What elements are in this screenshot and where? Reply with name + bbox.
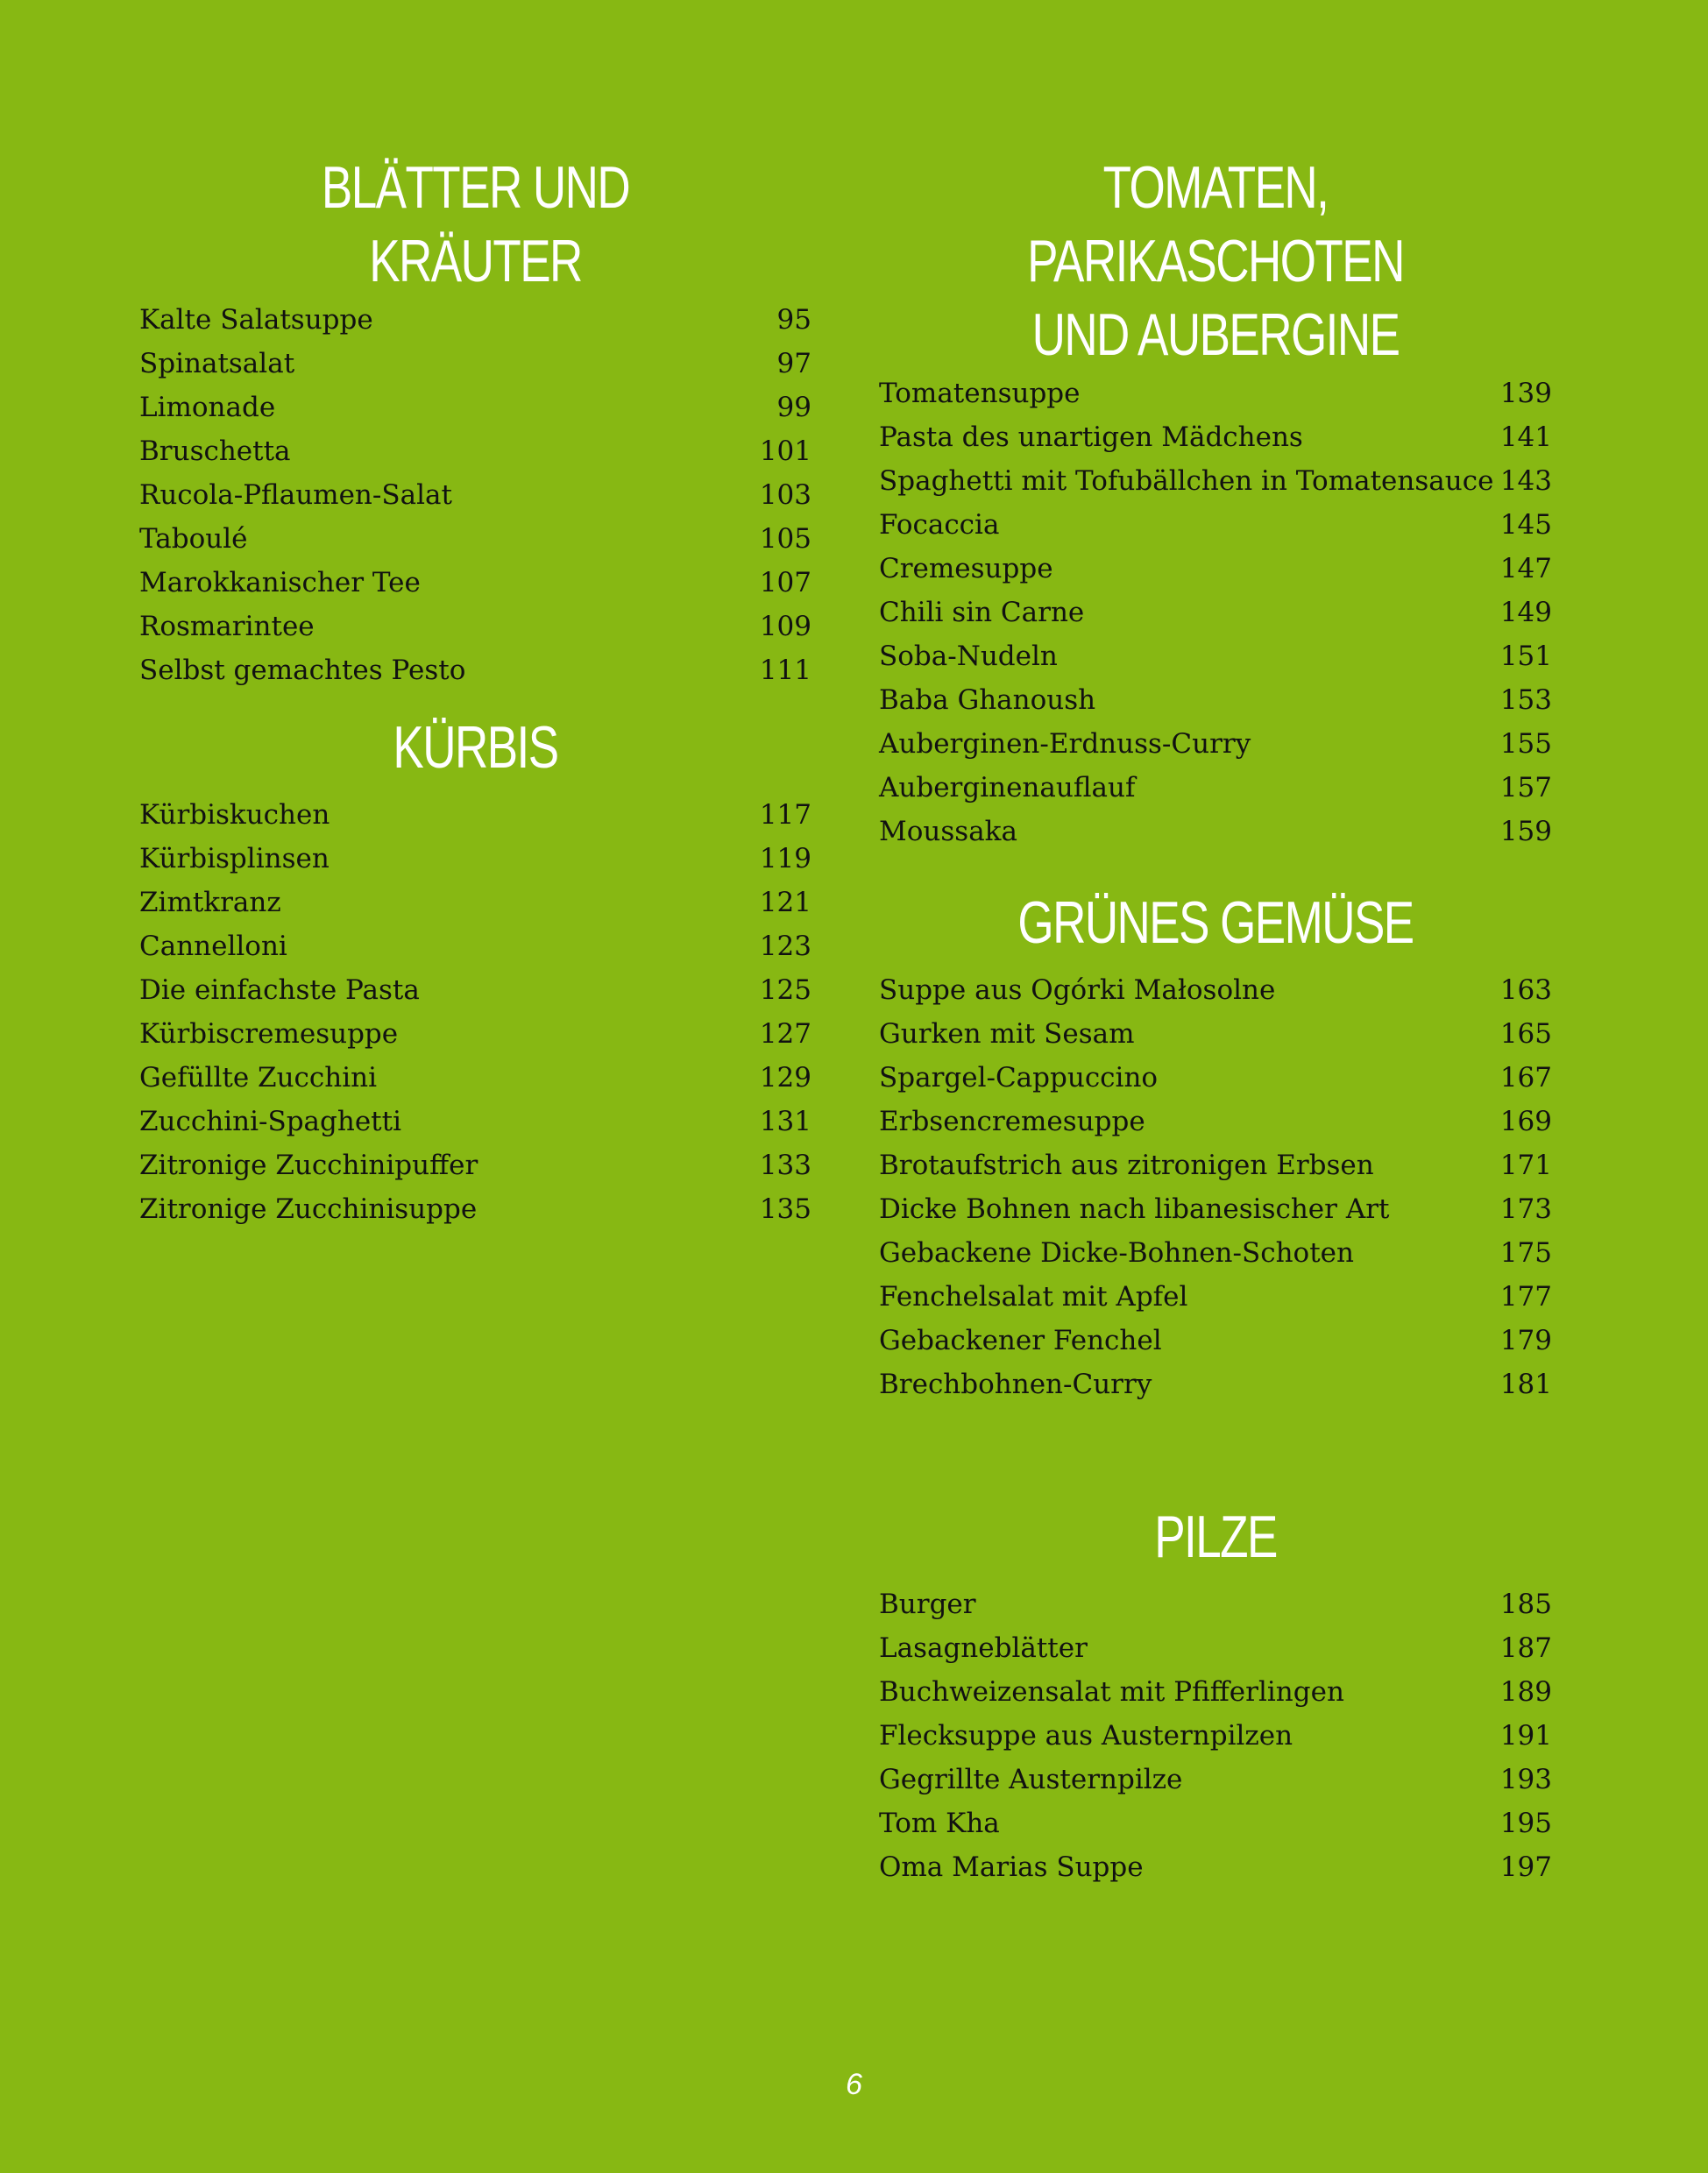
entry-page-number: 191: [1499, 1720, 1552, 1752]
entry-title: Fenchelsalat mit Apfel: [879, 1281, 1188, 1313]
entry-page-number: 119: [759, 843, 811, 874]
toc-entry: [879, 1275, 1552, 1319]
entry-page-number: 121: [759, 887, 811, 918]
toc-entry: [879, 503, 1552, 547]
section-pilze: [879, 1500, 1552, 1889]
toc-entry: [879, 415, 1552, 459]
entry-page-number: 97: [776, 348, 811, 379]
toc-entry: [879, 1187, 1552, 1231]
entry-title: Selbst gemachtes Pesto: [139, 655, 466, 686]
entry-title: Brotaufstrich aus zitronigen Erbsen: [879, 1150, 1374, 1181]
entry-page-number: 189: [1499, 1676, 1552, 1708]
toc-entry: [139, 1100, 811, 1143]
toc-entry: [879, 766, 1552, 810]
toc-entry: [139, 793, 811, 837]
toc-entry: [879, 1845, 1552, 1889]
entry-title: Kürbiskuchen: [139, 799, 330, 831]
entry-title: Kalte Salatsuppe: [139, 304, 373, 336]
entry-page-number: 99: [776, 392, 811, 423]
entry-page-number: 107: [759, 567, 811, 598]
entry-title: Gurken mit Sesam: [879, 1018, 1135, 1050]
entry-page-number: 129: [759, 1062, 811, 1094]
toc-entry: [139, 429, 811, 473]
entry-title: Dicke Bohnen nach libanesischer Art: [879, 1193, 1390, 1225]
toc-entry: [879, 1319, 1552, 1363]
toc-entry: [139, 517, 811, 561]
entry-page-number: 193: [1499, 1764, 1552, 1795]
entry-page-number: 169: [1499, 1106, 1552, 1137]
entry-page-number: 111: [759, 655, 811, 686]
entry-page-number: 177: [1499, 1281, 1552, 1313]
entry-title: Cremesuppe: [879, 553, 1053, 584]
entry-page-number: 159: [1499, 816, 1552, 847]
section-heading: GRÜNES GEMÜSE: [1017, 889, 1414, 956]
entry-page-number: 165: [1499, 1018, 1552, 1050]
entry-page-number: 185: [1499, 1589, 1552, 1620]
entry-title: Zucchini-Spaghetti: [139, 1106, 402, 1137]
entry-title: Pasta des unartigen Mädchens: [879, 421, 1303, 453]
entry-title: Gebackener Fenchel: [879, 1325, 1162, 1356]
entry-title: Moussaka: [879, 816, 1017, 847]
toc-entry: [879, 1626, 1552, 1670]
toc-entry: [879, 1231, 1552, 1275]
entry-page-number: 181: [1499, 1369, 1552, 1400]
toc-entry: [139, 342, 811, 386]
entry-title: Baba Ghanoush: [879, 684, 1096, 716]
entry-title: Gebackene Dicke-Bohnen-Schoten: [879, 1237, 1354, 1269]
entry-title: Limonade: [139, 392, 276, 423]
entry-title: Kürbiscremesuppe: [139, 1018, 399, 1050]
entry-title: Spargel-Cappuccino: [879, 1062, 1159, 1094]
toc-entry: [879, 1363, 1552, 1406]
entry-page-number: 145: [1499, 509, 1552, 541]
entry-title: Burger: [879, 1589, 976, 1620]
entry-page-number: 175: [1499, 1237, 1552, 1269]
entry-title: Kürbisplinsen: [139, 843, 330, 874]
entry-title: Gegrillte Austernpilze: [879, 1764, 1183, 1795]
entry-title: Zimtkranz: [139, 887, 281, 918]
entry-page-number: 133: [759, 1150, 811, 1181]
entry-page-number: 101: [759, 435, 811, 467]
entry-title: Die einfachste Pasta: [139, 974, 420, 1006]
entry-page-number: 127: [759, 1018, 811, 1050]
entry-title: Tom Kha: [879, 1808, 1000, 1839]
section-gruenes-gemuese: [879, 886, 1552, 1406]
toc-entry: [879, 1100, 1552, 1143]
entry-title: Tomatensuppe: [879, 378, 1081, 409]
section-heading: KÜRBIS: [393, 714, 558, 781]
entry-title: Gefüllte Zucchini: [139, 1062, 378, 1094]
section-heading-line-2: UND AUBERGINE: [1031, 301, 1400, 368]
entry-list: [879, 968, 1552, 1406]
section-tomaten-paprika-aubergine: [879, 151, 1552, 853]
toc-entry: [139, 1012, 811, 1056]
toc-entry: [139, 298, 811, 342]
entry-page-number: 151: [1499, 641, 1552, 672]
entry-page-number: 131: [759, 1106, 811, 1137]
toc-entry: [139, 881, 811, 924]
entry-page-number: 139: [1499, 378, 1552, 409]
entry-title: Erbsencremesuppe: [879, 1106, 1145, 1137]
toc-entry: [879, 1143, 1552, 1187]
entry-page-number: 167: [1499, 1062, 1552, 1094]
entry-page-number: 171: [1499, 1150, 1552, 1181]
entry-title: Marokkanischer Tee: [139, 567, 421, 598]
entry-title: Focaccia: [879, 509, 1000, 541]
entry-title: Bruschetta: [139, 435, 291, 467]
toc-entry: [879, 1758, 1552, 1801]
entry-title: Brechbohnen-Curry: [879, 1369, 1152, 1400]
entry-title: Suppe aus Ogórki Małosolne: [879, 974, 1276, 1006]
toc-entry: [879, 591, 1552, 634]
toc-entry: [139, 837, 811, 881]
toc-entry: [139, 561, 811, 605]
toc-entry: [879, 547, 1552, 591]
toc-entry: [879, 634, 1552, 678]
toc-entry: [139, 473, 811, 517]
entry-title: Oma Marias Suppe: [879, 1851, 1144, 1883]
toc-entry: [139, 1056, 811, 1100]
entry-title: Auberginenauflauf: [879, 772, 1136, 803]
entry-page-number: 109: [759, 611, 811, 642]
entry-title: Taboulé: [139, 523, 248, 555]
section-heading: PILZE: [1154, 1504, 1277, 1570]
entry-page-number: 147: [1499, 553, 1552, 584]
entry-title: Zitronige Zucchinisuppe: [139, 1193, 478, 1225]
section-heading-line-1: TOMATEN, PARIKASCHOTEN: [1027, 154, 1404, 294]
toc-entry: [879, 1582, 1552, 1626]
entry-title: Buchweizensalat mit Pfifferlingen: [879, 1676, 1344, 1708]
entry-title: Soba-Nudeln: [879, 641, 1058, 672]
entry-title: Zitronige Zucchinipuffer: [139, 1150, 478, 1181]
entry-title: Lasagneblätter: [879, 1632, 1088, 1664]
toc-entry: [139, 605, 811, 648]
toc-entry: [139, 968, 811, 1012]
entry-list: [879, 372, 1552, 853]
entry-list: [139, 298, 811, 692]
entry-page-number: 141: [1499, 421, 1552, 453]
section-kuerbis: [139, 711, 811, 1231]
toc-entry: [139, 648, 811, 692]
entry-page-number: 157: [1499, 772, 1552, 803]
entry-title: Spinatsalat: [139, 348, 295, 379]
entry-title: Chili sin Carne: [879, 597, 1085, 628]
entry-title: Spaghetti mit Tofubällchen in Tomatensauce: [879, 465, 1494, 497]
entry-page-number: 153: [1499, 684, 1552, 716]
toc-entry: [879, 1056, 1552, 1100]
toc-entry: [879, 1714, 1552, 1758]
entry-list: [879, 1582, 1552, 1889]
entry-title: Rosmarintee: [139, 611, 315, 642]
toc-entry: [879, 810, 1552, 853]
page-number: 6: [846, 2068, 862, 2101]
entry-page-number: 135: [759, 1193, 811, 1225]
entry-page-number: 195: [1499, 1808, 1552, 1839]
toc-entry: [879, 372, 1552, 415]
entry-page-number: 187: [1499, 1632, 1552, 1664]
entry-page-number: 125: [759, 974, 811, 1006]
entry-page-number: 179: [1499, 1325, 1552, 1356]
entry-title: Rucola-Pflaumen-Salat: [139, 479, 452, 511]
entry-page-number: 173: [1499, 1193, 1552, 1225]
entry-page-number: 197: [1499, 1851, 1552, 1883]
entry-page-number: 103: [759, 479, 811, 511]
entry-page-number: 155: [1499, 728, 1552, 760]
entry-title: Flecksuppe aus Austernpilzen: [879, 1720, 1293, 1752]
entry-page-number: 163: [1499, 974, 1552, 1006]
entry-page-number: 95: [776, 304, 811, 336]
toc-entry: [879, 1670, 1552, 1714]
toc-entry: [879, 459, 1552, 503]
section-heading: BLÄTTER UND KRÄUTER: [321, 154, 630, 294]
entry-list: [139, 793, 811, 1231]
toc-entry: [139, 1143, 811, 1187]
toc-entry: [879, 968, 1552, 1012]
entry-title: Auberginen-Erdnuss-Curry: [879, 728, 1251, 760]
toc-entry: [879, 678, 1552, 722]
entry-page-number: 105: [759, 523, 811, 555]
toc-entry: [139, 1187, 811, 1231]
entry-page-number: 143: [1499, 465, 1552, 497]
toc-entry: [879, 1801, 1552, 1845]
toc-entry: [879, 1012, 1552, 1056]
toc-entry: [139, 386, 811, 429]
toc-entry: [879, 722, 1552, 766]
toc-entry: [139, 924, 811, 968]
entry-page-number: 123: [759, 931, 811, 962]
section-blaetter-und-kraeuter: [139, 151, 811, 692]
entry-title: Cannelloni: [139, 931, 287, 962]
entry-page-number: 117: [759, 799, 811, 831]
entry-page-number: 149: [1499, 597, 1552, 628]
